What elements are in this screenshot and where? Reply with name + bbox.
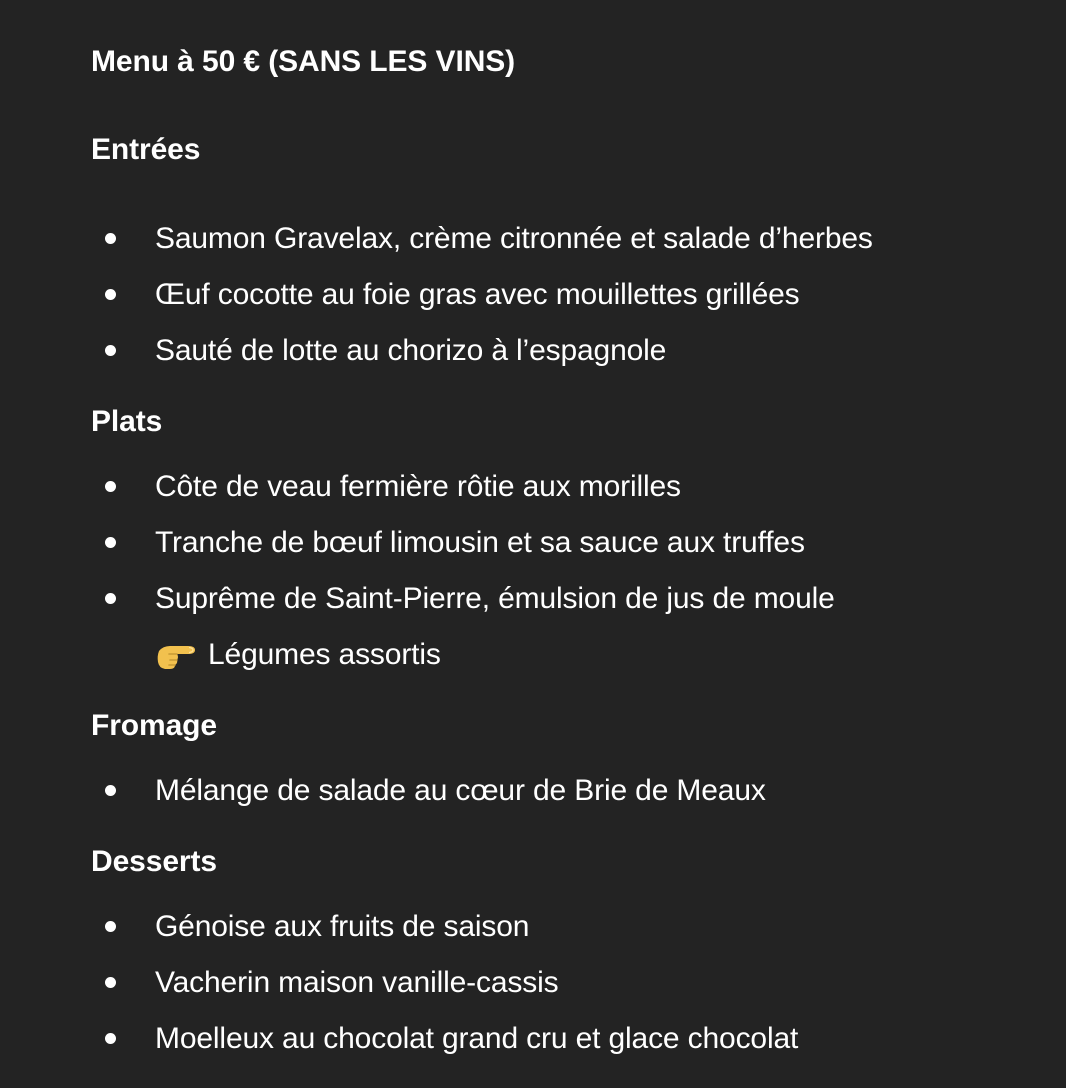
- section-heading-entrees: Entrées: [91, 133, 201, 166]
- list-item-text: Sauté de lotte au chorizo à l’espagnole: [155, 334, 667, 367]
- list-item: [0, 219, 1066, 259]
- bullet-icon: [105, 233, 116, 244]
- side-dish-note: [155, 635, 855, 675]
- list-item-text: Moelleux au chocolat grand cru et glace chocolat: [155, 1022, 799, 1055]
- pointing-hand-icon: [155, 636, 197, 672]
- list-item: [0, 963, 1066, 1003]
- list-item-text: Mélange de salade au cœur de Brie de Meaux: [155, 774, 766, 807]
- list-item-text: Vacherin maison vanille-cassis: [155, 966, 559, 999]
- list-item: [0, 1019, 1066, 1059]
- bullet-icon: [105, 593, 116, 604]
- bullet-icon: [105, 977, 116, 988]
- list-item: [0, 331, 1066, 371]
- side-dish-text: Légumes assortis: [208, 638, 441, 671]
- bullet-icon: [105, 345, 116, 356]
- bullet-icon: [105, 481, 116, 492]
- section-heading-desserts: Desserts: [91, 845, 217, 878]
- bullet-icon: [105, 785, 116, 796]
- list-item-text: Saumon Gravelax, crème citronnée et salade d’herbes: [155, 222, 873, 255]
- bullet-icon: [105, 921, 116, 932]
- list-item: [0, 907, 1066, 947]
- list-item: [0, 523, 1066, 563]
- list-item: [0, 771, 1066, 811]
- list-item: [0, 275, 1066, 315]
- list-item-text: Génoise aux fruits de saison: [155, 910, 530, 943]
- section-heading-fromage: Fromage: [91, 709, 217, 742]
- list-item: [0, 467, 1066, 507]
- list-item-text: Œuf cocotte au foie gras avec mouillettes grillées: [155, 278, 800, 311]
- bullet-icon: [105, 289, 116, 300]
- section-heading-plats: Plats: [91, 405, 163, 438]
- bullet-icon: [105, 537, 116, 548]
- list-item-text: Tranche de bœuf limousin et sa sauce aux truffes: [155, 526, 805, 559]
- list-item: [0, 579, 1066, 619]
- list-item-text: Côte de veau fermière rôtie aux morilles: [155, 470, 681, 503]
- bullet-icon: [105, 1033, 116, 1044]
- menu-title: Menu à 50 € (SANS LES VINS): [91, 45, 516, 78]
- list-item-text: Suprême de Saint-Pierre, émulsion de jus de moule: [155, 582, 835, 615]
